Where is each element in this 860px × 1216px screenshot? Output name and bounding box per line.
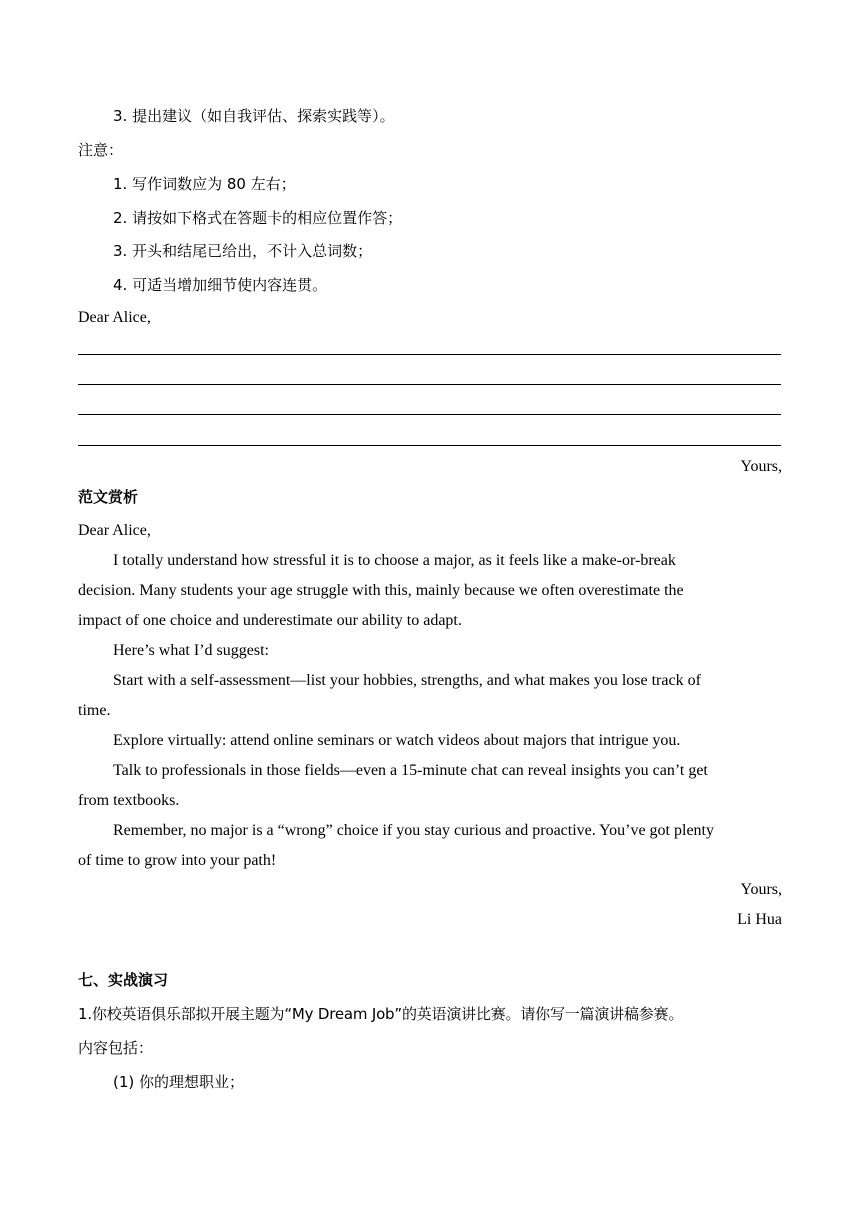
essay-signature: Li Hua: [737, 911, 782, 928]
content-point-1: (1) 你的理想职业；: [113, 1073, 245, 1091]
notes-heading: 注意：: [78, 141, 124, 159]
answer-line-2[interactable]: [78, 384, 781, 385]
practice-section-title: 七、实战演习: [78, 971, 169, 989]
practice-question: 1.你校英语俱乐部拟开展主题为“My Dream Job”的英语演讲比赛。请你写一篇演讲稿参赛。: [78, 1005, 684, 1023]
essay-greeting: Dear Alice,: [78, 522, 151, 539]
note-item-3: 3. 开头和结尾已给出，不计入总词数；: [113, 242, 373, 260]
model-essay-title: 范文赏析: [78, 488, 139, 506]
content-label: 内容包括：: [78, 1039, 154, 1057]
essay-closing: Yours,: [740, 881, 782, 898]
essay-line: of time to grow into your path!: [78, 852, 277, 869]
essay-line: Explore virtually: attend online seminars or watch videos about majors that intrigue you.: [113, 732, 681, 749]
essay-line: impact of one choice and underestimate our ability to adapt.: [78, 612, 462, 629]
note-item-1: 1. 写作词数应为 80 左右；: [113, 175, 296, 193]
essay-line: Start with a self-assessment—list your hobbies, strengths, and what makes you lose track of: [113, 672, 701, 689]
essay-line: Remember, no major is a “wrong” choice if you stay curious and proactive. You’ve got plenty: [113, 822, 714, 839]
answer-line-3[interactable]: [78, 414, 781, 415]
essay-line: from textbooks.: [78, 792, 180, 809]
essay-line: Here’s what I’d suggest:: [113, 642, 269, 659]
answer-line-4[interactable]: [78, 445, 781, 446]
essay-line: decision. Many students your age struggle with this, mainly because we often overestimate the: [78, 582, 684, 599]
task-point-3: 3. 提出建议（如自我评估、探索实践等）。: [113, 107, 395, 125]
template-greeting: Dear Alice,: [78, 309, 151, 326]
essay-line: Talk to professionals in those fields—even a 15-minute chat can reveal insights you can’t get: [113, 762, 708, 779]
note-item-4: 4. 可适当增加细节使内容连贯。: [113, 276, 328, 294]
answer-line-1[interactable]: [78, 354, 781, 355]
essay-line: I totally understand how stressful it is to choose a major, as it feels like a make-or-break: [113, 552, 676, 569]
note-item-2: 2. 请按如下格式在答题卡的相应位置作答；: [113, 209, 403, 227]
essay-line: time.: [78, 702, 111, 719]
template-closing: Yours,: [740, 458, 782, 475]
